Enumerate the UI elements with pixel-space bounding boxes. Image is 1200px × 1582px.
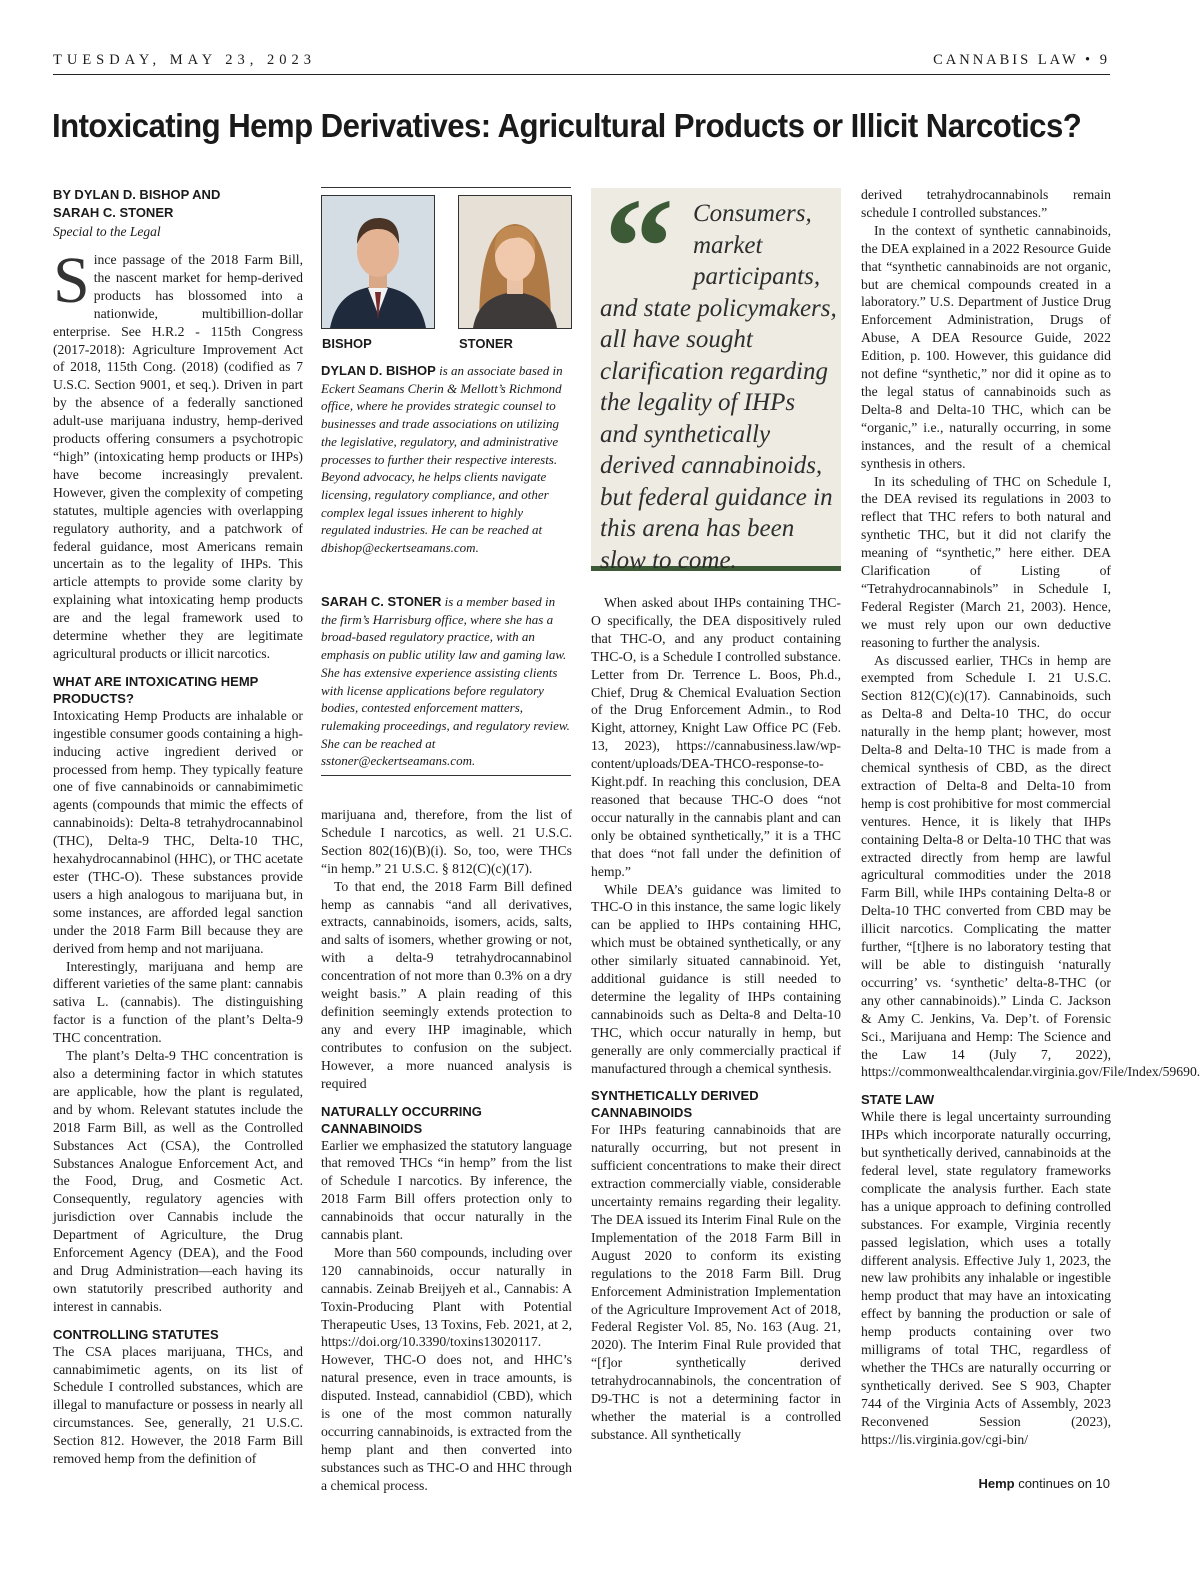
stoner-bio-name: SARAH C. STONER xyxy=(321,594,442,609)
paragraph: derived tetrahydrocannabinols remain schedule I controlled substances.” xyxy=(861,187,1111,220)
byline-special: Special to the Legal xyxy=(53,224,161,239)
subhead-state-law: STATE LAW xyxy=(861,1092,935,1108)
paragraph: Intoxicating Hemp Products are inhalable or ingestible consumer goods containing a high-inducing active ingredient derived or processed from hemp. They typically feature one of five cannabinoids or cannabimimetic agents (compounds that mimic the effects of cannabinoids): Delta-8 tetrahydrocannabinol (THC), Delta-9 THC, Delta-10 THC, hexahydrocannabinol (HHC), or THC acetate ester (THC-O). These substances provide users a high analogous to marijuana but, in some instances, are afforded legal sanction under the 2018 Farm Bill because they are derived from hemp and not marijuana. xyxy=(53,707,303,956)
continuation-line: Hemp continues on 10 xyxy=(978,1476,1110,1491)
paragraph: When asked about IHPs containing THC-O specifically, the DEA dispositively ruled that THC-O, and any product containing THC-O, is a Schedule I controlled substance. Letter from Dr. Terrence L. Boos, Ph.d., Chief, Drug & Chemical Evaluation Section of the Drug Enforcement Admin., to Rod Kight, attorney, Knight Law Office PC (Feb. 13, 2023), https://cannabusiness.law/wp-content/uploads/DEA-THCO-response-to-Kight.pdf. In reaching this conclusion, DEA reasoned that because THC-O does “not occur naturally in the cannabis plant and can only be obtained synthetically,” it is a THC that does “not fall under the definition of hemp.” xyxy=(591,595,841,879)
section-page-label: CANNABIS LAW • 9 xyxy=(933,52,1110,68)
paragraph: Interestingly, marijuana and hemp are different varieties of the same plant: cannabis sativa L. (cannabis). The distinguishing factor is a function of the plant’s Delta-9 THC concentration. xyxy=(53,958,303,1046)
bishop-photo xyxy=(321,195,435,329)
paragraph: The CSA places marijuana, THCs, and cannabimimetic agents, on its list of Schedule I controlled substances, which are illegal to manufacture or possess in nearly all circumstances. See, generally, 21 U.S.C. Section 812. However, the 2018 Farm Bill removed hemp from the definition of xyxy=(53,1343,303,1467)
column-4 xyxy=(861,186,1200,1449)
paragraph: To that end, the 2018 Farm Bill defined hemp as cannabis “and all derivatives, extracts, cannabinoids, isomers, acids, salts, and salts of isomers, whether growing or not, with a delta-9 tetrahydrocannabinol concentration of not more than 0.3% on a dry weight basis.” A plain reading of this definition seemingly extends protection to any and every IHP imaginable, which contributes to confusion on the subject. However, a more nuanced analysis is required xyxy=(321,878,572,1091)
bishop-photo-caption: BISHOP xyxy=(322,336,372,351)
stoner-photo xyxy=(458,195,572,329)
subhead-controlling-statutes: CONTROLLING STATUTES xyxy=(53,1326,219,1342)
paragraph: Earlier we emphasized the statutory language that removed THCs “in hemp” from the list of Schedule I narcotics. By inference, the 2018 Farm Bill offers protection only to cannabinoids that occur naturally in the cannabis plant. xyxy=(321,1137,572,1243)
column-3 xyxy=(591,594,841,1444)
pull-quote-text: Consumers, market participants, and state policymakers, all have sought clarification regarding the legality of IHPs and synthetically derived cannabinoids, but federal guidance in this arena has been slow to come. xyxy=(600,200,837,574)
paragraph: For IHPs featuring cannabinoids that are naturally occurring, but not present in sufficient concentrations to make their direct extraction commercially viable, considerable uncertainty remains regarding their legality. The DEA issued its Interim Final Rule on the Implementation of the 2018 Farm Bill in August 2020 to conform its existing regulations to the 2018 Farm Bill. Drug Enforcement Administration Implementation of the Agriculture Improvement Act of 2018, Federal Register Vol. 85, No. 163 (Aug. 21, 2020). The Interim Final Rule provided that “[f]or synthetically derived tetrahydrocannabinols, the concentration of D9-THC is not a determining factor in whether the material is a controlled substance. All synthetically xyxy=(591,1122,841,1442)
byline-line-1: BY DYLAN D. BISHOP AND xyxy=(53,187,221,202)
paragraph: As discussed earlier, THCs in hemp are exempted from Schedule I. 21 U.S.C. Section 812(C)(c)(17). Cannabinoids, such as Delta-8 and Delta-10 THC, do occur naturally in the hemp plant; however, most Delta-8 and Delta-10 THC is made from a chemical synthesis of CBD, as the direct extraction of Delta-8 and Delta-10 from hemp is cost prohibitive for most commercial ventures. Hence, it is likely that IHPs containing Delta-8 or Delta-10 THC that was extracted directly from hemp are lawful agricultural commodities under the 2018 Farm Bill, while IHPs containing Delta-8 or Delta-10 THC converted from CBD may be illicit narcotics. Complicating the matter further, “[t]here is no laboratory testing that will be able to distinguish ‘naturally occurring’ vs. ‘synthetic’ delta-8-THC (or any other cannabinoids).” Linda C. Jackson & Amy C. Jenkins, Va. Dep’t. of Forensic Sci., Marijuana and Hemp: The Science and the Law 14 (July 7, 2022), https://commonwealthcalendar.virginia.gov/File/Index/59690. xyxy=(861,652,1200,1080)
photo-top-rule xyxy=(321,187,571,188)
subhead-what-are-ihps: WHAT ARE INTOXICATING HEMP PRODUCTS? xyxy=(53,673,259,706)
stoner-photo-caption: STONER xyxy=(459,336,513,351)
intro-paragraph: Since passage of the 2018 Farm Bill, the nascent market for hemp-derived products has blossomed into a nationwide, multibillion-dollar enterprise. See H.R.2 - 115th Congress (2017-2018): Agriculture Improvement Act of 2018, 115th Cong. (2018) (codified as 7 U.S.C. Section 9001, et seq.). Driven in part by the absence of a federally sanctioned adult-use marijuana industry, hemp-derived products offering consumers a psychotropic “high” (intoxicating hemp products or IHPs) have become increasingly prevalent. However, given the complexity of competing statutes, multiple agencies with overlapping regulatory authority, and a patchwork of federal guidance, most Americans remain uncertain as to the legality of IHPs. This article attempts to provide some clarity by explaining what intoxicating hemp products are and the legal framework used to determine whether they are legitimate agricultural products or illicit narcotics. xyxy=(53,244,303,661)
byline-line-2: SARAH C. STONER xyxy=(53,205,174,220)
issue-date: TUESDAY, MAY 23, 2023 xyxy=(53,52,317,68)
paragraph: The plant’s Delta-9 THC concentration is also a determining factor in which statutes are applicable, how the plant is regulated, and by whom. Relevant statutes include the 2018 Farm Bill, as well as the Controlled Substances Act (CSA), the Controlled Substances Analogue Enforcement Act, and the Food, Drug, and Cosmetic Act. Consequently, regulatory agencies with jurisdiction over Cannabis include the Department of Agriculture, the Drug Enforcement Agency (DEA), and the Food and Drug Administration—each having its own statutorily prescribed authority and interest in cannabis. xyxy=(53,1048,303,1314)
paragraph: More than 560 compounds, including over 120 cannabinoids, occur naturally in cannabis. Zeinab Breijyeh et al., Cannabis: A Toxin-Producing Plant with Potential Therapeutic Uses, 13 Toxins, Feb. 2021, at 2, https://doi.org/10.3390/toxins13020117. However, THC-O does not, and HHC’s natural presence, even in trace amounts, is disputed. Instead, cannabidiol (CBD), which is one of the most common naturally occurring cannabinoids, is extracted from the hemp plant and then converted into substances such as THC-O and HHC through a chemical process. xyxy=(321,1244,572,1493)
article-title: Intoxicating Hemp Derivatives: Agricultural Products or Illicit Narcotics? xyxy=(52,108,1082,145)
bishop-bio: DYLAN D. BISHOP is an associate based in Eckert Seamans Cherin & Mellott’s Richmond office, where he provides strategic counsel to businesses and trade associations on utilizing the legislative, regulatory, and administrative processes to further their respective interests. Beyond advocacy, he helps clients navigate licensing, regulatory compliance, and other complex legal issues inherent to highly regulated industries. He can be reached at dbishop@eckertseamans.com. xyxy=(321,363,563,556)
bishop-bio-name: DYLAN D. BISHOP xyxy=(321,363,436,378)
subhead-synthetically-derived: SYNTHETICALLY DERIVED CANNABINOIDS xyxy=(591,1088,759,1121)
column-1 xyxy=(53,186,303,1468)
drop-cap: S xyxy=(53,244,90,317)
paragraph: marijuana and, therefore, from the list of Schedule I narcotics, as well. 21 U.S.C. Section 802(16)(B)(i). So, too, were THCs “in hemp.” 21 U.S.C. § 812(C)(c)(17). xyxy=(321,807,572,876)
column-2 xyxy=(321,806,572,1495)
subhead-naturally-occurring: NATURALLY OCCURRING CANNABINOIDS xyxy=(321,1103,482,1136)
paragraph: While there is legal uncertainty surrounding IHPs which incorporate naturally occurring, but synthetically derived, cannabinoids at the federal level, state regulatory frameworks complicate the analysis further. Each state has a unique approach to defining controlled substances. For example, Virginia recently passed legislation, which uses a totally different analysis. Effective July 1, 2023, the new law prohibits any inhalable or ingestible hemp product that may have an intoxicating effect by banning the production or sale of hemp products containing over two milligrams of total THC, regardless of whether the THCs are naturally occurring or synthetically derived. See S 903, Chapter 744 of the Virginia Acts of Assembly, 2023 Reconvened Session (2023), https://lis.virginia.gov/cgi-bin/ xyxy=(861,1109,1111,1447)
continuation-keyword: Hemp xyxy=(978,1476,1015,1491)
quote-mark-icon: “ xyxy=(604,170,674,325)
paragraph: While DEA’s guidance was limited to THC-O in this instance, the same logic likely can be applied to IHPs containing HHC, which must be obtained synthetically, or any other similarly situated cannabinoid. Yet, additional guidance is still needed to determine the legality of IHPs containing cannabinoids such as Delta-8 and Delta-10 THC, which occur naturally in hemp, but generally are only commercially practical if manufactured through a chemical synthesis. xyxy=(591,881,841,1076)
page-header xyxy=(53,52,1110,75)
paragraph: In the context of synthetic cannabinoids, the DEA explained in a 2022 Resource Guide that “synthetic cannabinoids are not organic, but are chemical compounds created in a laboratory.” U.S. Department of Justice Drug Enforcement Administration, Drugs of Abuse, A DEA Resource Guide, 2022 Edition, p. 100. However, this guidance did not define “synthetic,” nor did it opine as to the legal status of cannabinoids such as Delta-8 and Delta-10 THC, which can be “organic,” i.e., naturally occurring, in some instances, and the result of a chemical synthesis in others. xyxy=(861,222,1111,471)
paragraph: In its scheduling of THC on Schedule I, the DEA revised its regulations in 2003 to reflect that THC refers to both natural and synthetic THC, but it did not clarify the meaning of “synthetic,” here either. DEA Clarification of Listing of “Tetrahydrocannabinols” in Schedule I, Federal Register (March 21, 2003). Hence, we must rely upon our own deductive reasoning to further the analysis. xyxy=(861,473,1111,650)
stoner-bio: SARAH C. STONER is a member based in the firm’s Harrisburg office, where she has a broad-based regulatory practice, with an emphasis on public utility law and gaming law. She has extensive experience assisting clients with license applications before regulatory bodies, contested enforcement matters, rulemaking proceedings, and regulatory review. She can be reached at sstoner@eckertseamans.com. xyxy=(321,594,570,769)
bio-bottom-rule xyxy=(321,775,571,776)
